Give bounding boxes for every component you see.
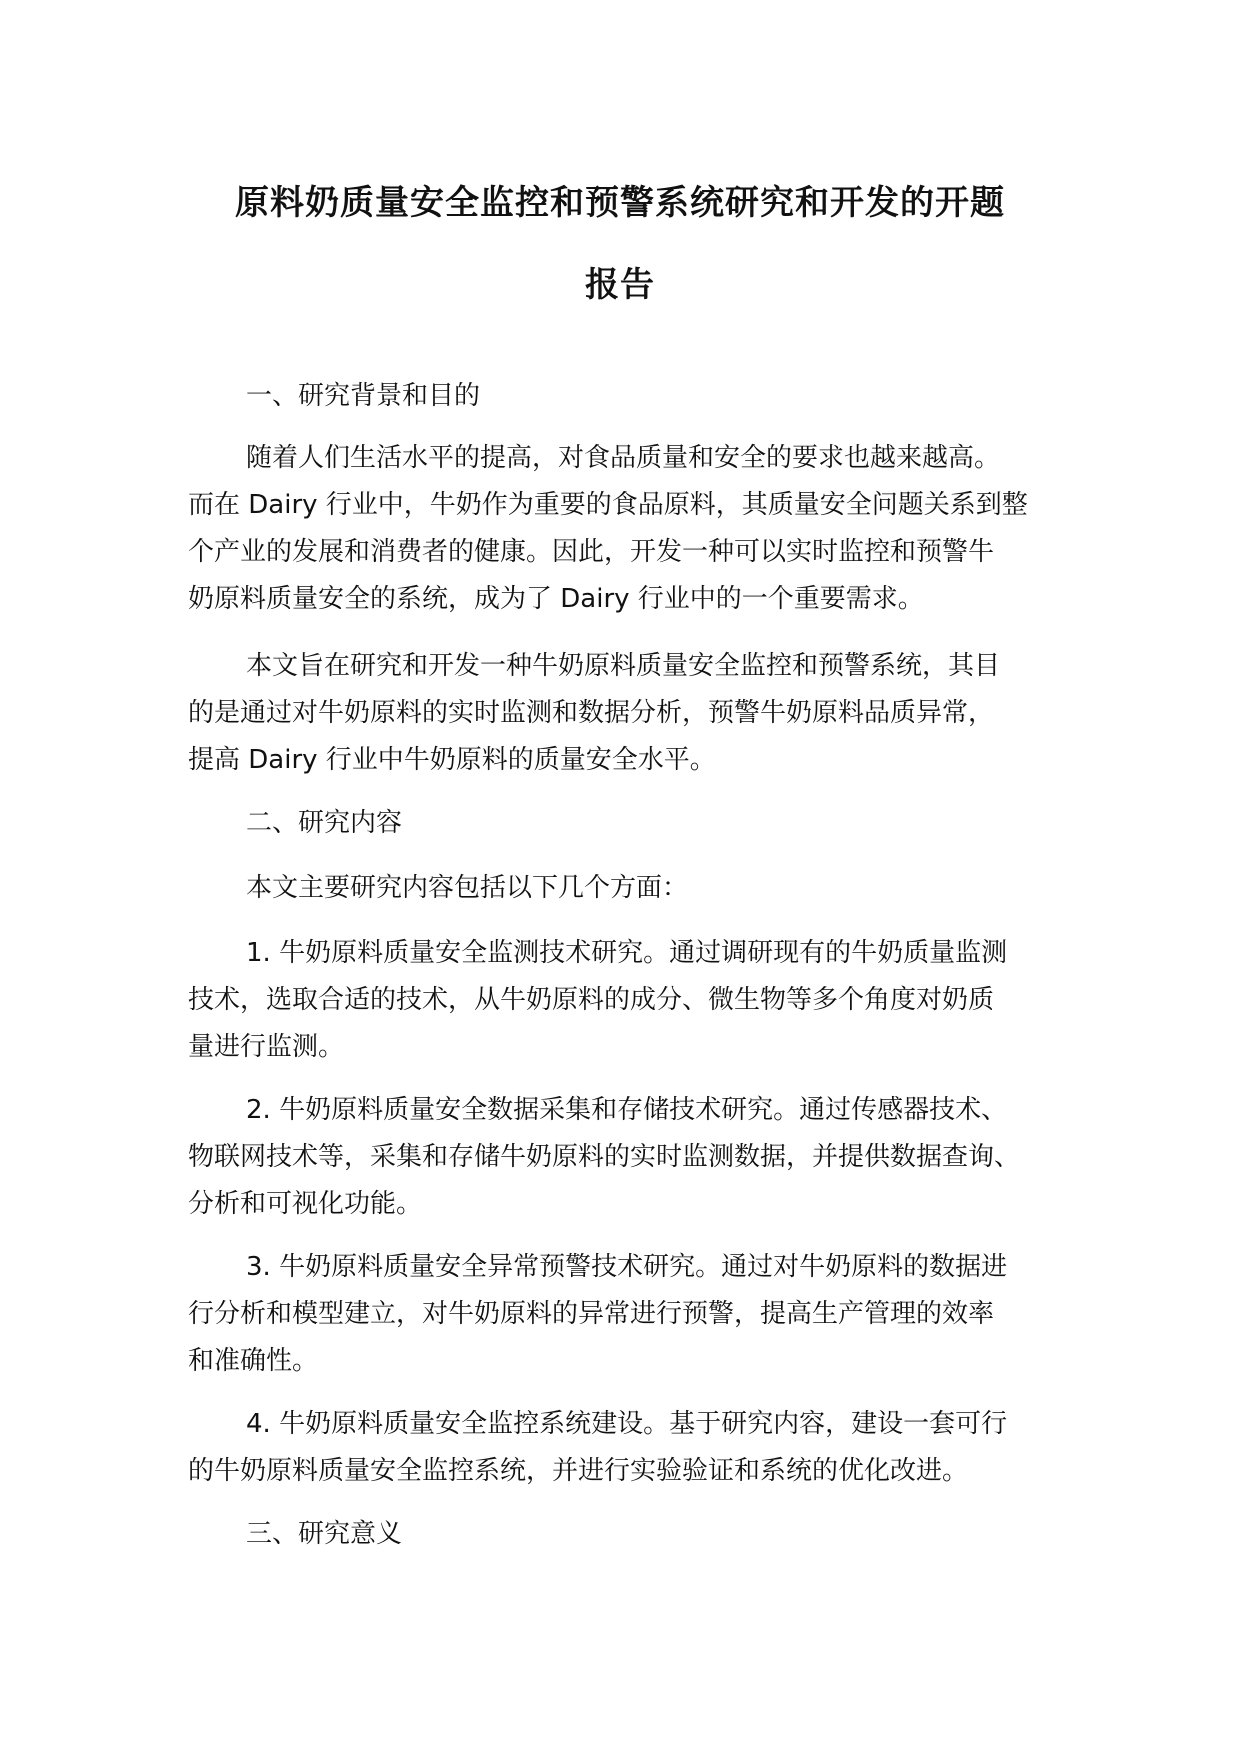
paragraph-line: 本文旨在研究和开发一种牛奶原料质量安全监控和预警系统，其目 [246, 651, 1001, 681]
list-item-line: 4. 牛奶原料质量安全监控系统建设。基于研究内容，建设一套可行 [246, 1409, 1008, 1439]
paragraph-intro: 本文主要研究内容包括以下几个方面： [246, 873, 689, 903]
paragraph-line: 随着人们生活水平的提高，对食品质量和安全的要求也越来越高。 [246, 443, 1001, 473]
section-heading-content: 二、研究内容 [246, 808, 403, 838]
list-item-line: 1. 牛奶原料质量安全监测技术研究。通过调研现有的牛奶质量监测 [246, 938, 1008, 968]
paragraph-line: 个产业的发展和消费者的健康。因此，开发一种可以实时监控和预警牛 [188, 537, 995, 567]
list-item-line: 行分析和模型建立，对牛奶原料的异常进行预警，提高生产管理的效率 [188, 1299, 995, 1329]
list-item-line: 分析和可视化功能。 [188, 1189, 423, 1219]
list-item-line: 的牛奶原料质量安全监控系统，并进行实验验证和系统的优化改进。 [188, 1456, 969, 1486]
list-item-line: 技术，选取合适的技术，从牛奶原料的成分、微生物等多个角度对奶质 [188, 985, 995, 1015]
document-title-line-2: 报告 [585, 265, 655, 305]
paragraph-line: 奶原料质量安全的系统，成为了 Dairy 行业中的一个重要需求。 [188, 584, 924, 614]
list-item-line: 3. 牛奶原料质量安全异常预警技术研究。通过对牛奶原料的数据进 [246, 1252, 1008, 1282]
section-heading-significance: 三、研究意义 [246, 1519, 403, 1549]
paragraph-line: 的是通过对牛奶原料的实时监测和数据分析，预警牛奶原料品质异常， [188, 698, 995, 728]
list-item-line: 物联网技术等，采集和存储牛奶原料的实时监测数据，并提供数据查询、 [188, 1142, 1021, 1172]
section-heading-background: 一、研究背景和目的 [246, 381, 481, 411]
list-item-line: 量进行监测。 [188, 1032, 345, 1062]
document-title-line-1: 原料奶质量安全监控和预警系统研究和开发的开题 [235, 183, 1005, 223]
list-item-line: 和准确性。 [188, 1346, 319, 1376]
paragraph-line: 提高 Dairy 行业中牛奶原料的质量安全水平。 [188, 745, 716, 775]
list-item-line: 2. 牛奶原料质量安全数据采集和存储技术研究。通过传感器技术、 [246, 1095, 1008, 1125]
paragraph-line: 而在 Dairy 行业中，牛奶作为重要的食品原料，其质量安全问题关系到整 [188, 490, 1028, 520]
